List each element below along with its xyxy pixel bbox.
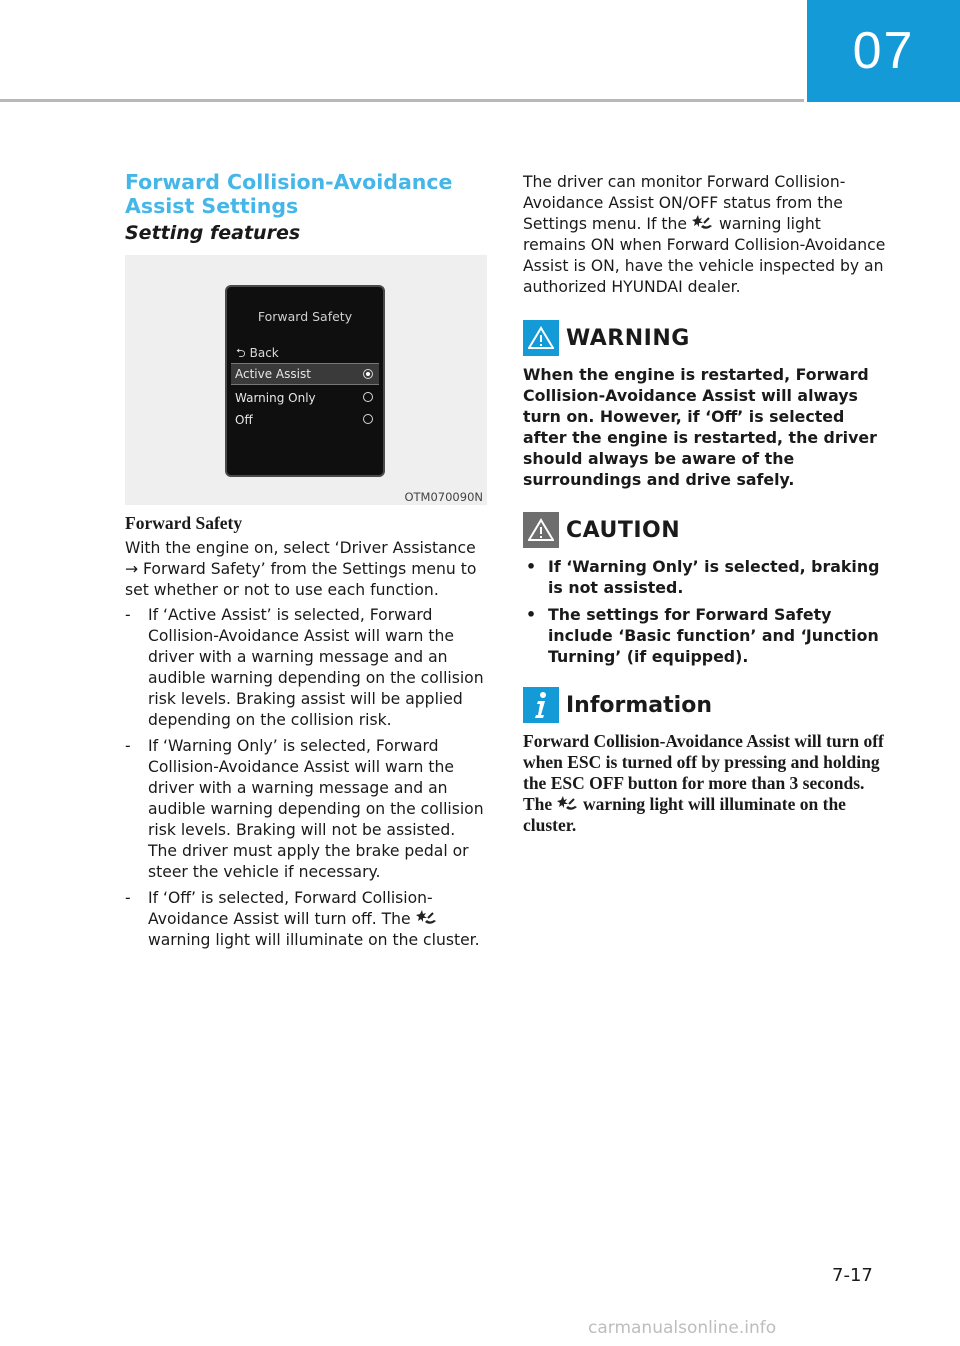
radio-unselected-icon [363, 414, 373, 424]
information-heading [523, 687, 887, 723]
info-badge [523, 687, 559, 723]
right-column [523, 172, 887, 836]
screen-title: Forward Safety [257, 309, 353, 324]
back-arrow-icon: ⮌ [236, 346, 246, 360]
intro-paragraph: With the engine on, select ‘Driver Assistance → Forward Safety’ from the Settings menu to set whether or not to use each function. [125, 539, 477, 599]
list-item: - If ‘Off’ is selected, Forward Collision-Avoidance Assist will turn off. The warning light will illuminate on the cluster. [125, 889, 480, 949]
warning-badge [523, 320, 559, 356]
list-item: - If ‘Active Assist’ is selected, Forward Collision-Avoidance Assist will warn the driver with a warning message and an audible warning depending on the collision risk levels. Braking assist will be applied depending on the collision risk. [125, 606, 484, 729]
fca-warning-light-icon [557, 795, 579, 813]
settings-figure [125, 255, 487, 505]
caution-badge [523, 512, 559, 548]
radio-selected-icon [363, 369, 373, 379]
left-column [125, 170, 487, 956]
warning-heading [523, 320, 887, 356]
caution-label: CAUTION [566, 517, 681, 543]
warning-triangle-icon [528, 518, 554, 542]
figure-code: OTM070090N [404, 490, 483, 504]
section-title: Forward Collision-Avoidance Assist Settings [125, 170, 453, 218]
header-rule [0, 99, 804, 102]
option-active-assist: Active Assist [231, 363, 379, 385]
option-off: Off [231, 409, 379, 431]
option-descriptions [125, 605, 487, 951]
figure-caption: Forward Safety [125, 513, 243, 533]
cluster-screen [225, 285, 385, 477]
fca-warning-light-icon [416, 909, 438, 927]
info-i-icon [531, 691, 551, 719]
chapter-tab [807, 0, 960, 102]
list-item: • If ‘Warning Only’ is selected, braking is not assisted. [526, 557, 880, 597]
screen-back-button: ⮌ Back [236, 346, 279, 360]
page-number: 7-17 [832, 1265, 873, 1286]
warning-text: When the engine is restarted, Forward Collision-Avoidance Assist will always turn on. However, if ‘Off’ is selected after the engine is restarted, the driver should always be aware of the surroundings and drive safely. [523, 365, 877, 489]
info-label: Information [566, 692, 712, 718]
warning-label: WARNING [566, 325, 690, 351]
caution-heading [523, 512, 887, 548]
watermark: carmanualsonline.info [588, 1318, 777, 1338]
radio-unselected-icon [363, 392, 373, 402]
caution-list [523, 556, 887, 667]
fca-warning-light-icon [692, 214, 714, 232]
sub-title: Setting features [125, 222, 301, 244]
list-item: • The settings for Forward Safety include ‘Basic function’ and ‘Junction Turning’ (if equipped). [526, 605, 879, 666]
info-text: Forward Collision-Avoidance Assist will turn off when ESC is turned off by pressing and holding the ESC OFF button for more than 3 seconds. The warning light will illuminate on the cluster. [523, 731, 884, 835]
list-item: - If ‘Warning Only’ is selected, Forward Collision-Avoidance Assist will warn the driver with a warning message and an audible warning depending on the collision risk levels. Braking will not be assisted. The driver must apply the brake pedal or steer the vehicle if necessary. [125, 737, 484, 881]
option-warning-only: Warning Only [231, 387, 379, 409]
warning-triangle-icon [528, 326, 554, 350]
chapter-number: 07 [852, 22, 915, 80]
monitor-paragraph: The driver can monitor Forward Collision-Avoidance Assist ON/OFF status from the Settings menu. If the warning light remains ON when Forward Collision-Avoidance Assist is ON, have the vehicle inspected by an authorized HYUNDAI dealer. [523, 173, 886, 296]
